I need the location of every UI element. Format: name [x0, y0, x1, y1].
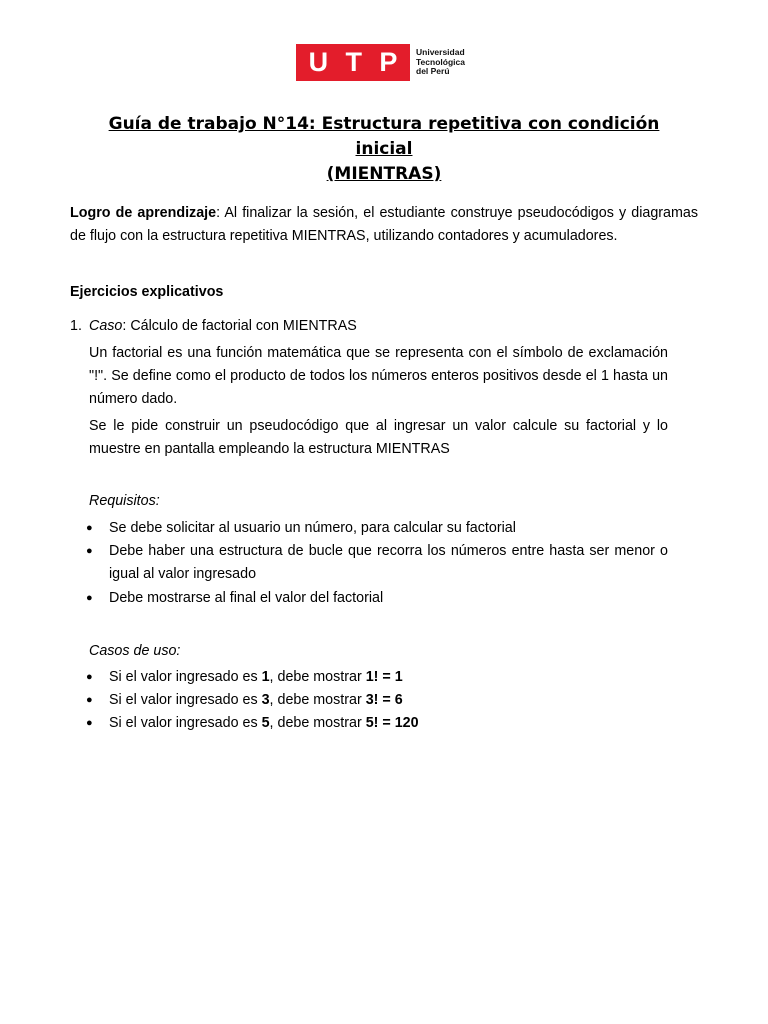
list-item: ● Debe haber una estructura de bucle que recorra los números entre hasta ser menor o igual al valor ingresado	[86, 540, 668, 586]
casos-heading: Casos de uso:	[89, 643, 181, 659]
document-title: Guía de trabajo N°14: Estructura repetitiva con condición inicial (MIENTRAS)	[108, 114, 660, 184]
list-item: ● Debe mostrarse al final el valor del factorial	[86, 587, 668, 610]
requisitos-heading: Requisitos:	[89, 493, 160, 509]
logo-letter-t: T	[345, 47, 362, 77]
bullet-icon: ●	[86, 717, 93, 729]
list-item: ● Si el valor ingresado es 1, debe mostrar 1! = 1	[86, 666, 668, 689]
exercise-paragraph-1: Un factorial es una función matemática que se representa con el símbolo de exclamación "!". Se define como el producto de todos los números enteros positivos desde el 1 hasta un número dado.	[89, 345, 668, 407]
list-item: ● Si el valor ingresado es 3, debe mostrar 3! = 6	[86, 689, 668, 712]
caso-text: : Cálculo de factorial con MIENTRAS	[122, 318, 357, 334]
list-item: ● Si el valor ingresado es 5, debe mostrar 5! = 120	[86, 712, 668, 735]
logo-letter-u: U	[308, 47, 329, 77]
utp-logo-box	[296, 44, 410, 81]
logro-label: Logro de aprendizaje	[70, 205, 217, 221]
list-item: ● Se debe solicitar al usuario un número, para calcular su factorial	[86, 517, 668, 540]
utp-logo	[296, 44, 465, 81]
exercise-caso-line	[70, 315, 670, 338]
logro-paragraph	[70, 202, 698, 248]
logo-letter-p: P	[379, 47, 398, 77]
exercise-number: 1.	[70, 318, 82, 334]
bullet-icon: ●	[86, 545, 93, 557]
bullet-icon: ●	[86, 694, 93, 706]
exercise-paragraph-2: Se le pide construir un pseudocódigo que al ingresar un valor calcule su factorial y lo muestre en pantalla empleando la estructura MIENTRAS	[89, 418, 668, 457]
bullet-icon: ●	[86, 592, 93, 604]
section-heading: Ejercicios explicativos	[70, 284, 224, 300]
logo-university-name: Universidad Tecnológica del Perú	[416, 47, 465, 77]
logro-text: : Al finalizar la sesión, el estudiante construye pseudocódigos y diagramas de flujo con la estructura repetitiva MIENTRAS, utilizando contadores y acumuladores.	[70, 205, 698, 244]
bullet-icon: ●	[86, 522, 93, 534]
caso-label: Caso	[89, 318, 123, 334]
bullet-icon: ●	[86, 671, 93, 683]
